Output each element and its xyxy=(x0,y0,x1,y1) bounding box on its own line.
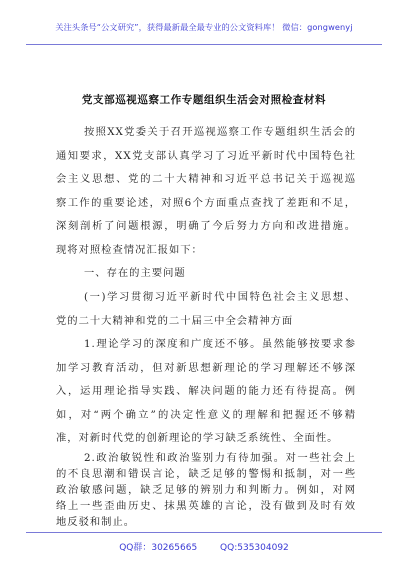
item1-line: 如，对“两个确立”的决定性意义的理解和把握还不够精 xyxy=(56,408,356,421)
intro-paragraph xyxy=(56,121,356,262)
intro-line: 察工作的重要论述，对照6个方面重点查找了差距和不足， xyxy=(56,196,356,209)
item2-line: 2.政治敏锐性和政治鉴别力有待加强。对一些社会上 xyxy=(84,452,356,464)
section-heading: 一、存在的主要问题 xyxy=(84,267,186,279)
section-heading-block xyxy=(56,262,356,286)
item1-line: 准，对新时代党的创新理论的学习缺乏系统性、全面性。 xyxy=(56,432,339,444)
item1-line: 加学习教育活动，但对新思想新理论的学习理解还不够深 xyxy=(56,361,356,374)
header-promo-text: 关注头条号“公文研究”，获得最新最全最专业的公文资料库！ 微信：gongwenyj xyxy=(55,22,353,32)
item1-paragraph xyxy=(56,333,356,451)
item2-line: 地反驳和制止。 xyxy=(56,516,136,528)
footer-divider xyxy=(26,532,382,533)
item1-line: 1.理论学习的深度和广度还不够。虽然能够按要求参 xyxy=(84,338,356,350)
intro-line: 现将对照检查情况汇报如下： xyxy=(56,243,203,256)
document-title: 党支部巡视巡察工作专题组织生活会对照检查材料 xyxy=(81,94,327,106)
intro-line: 通知要求，XX党支部认真学习了习近平新时代中国特色社 xyxy=(56,149,356,162)
intro-line: 按照XX党委关于召开巡视巡察工作专题组织生活会的 xyxy=(84,126,356,138)
item2-line: 的不良思潮和错误言论，缺乏足够的警惕和抵制，对一些 xyxy=(56,468,356,480)
intro-line: 深刻剖析了问题根源，明确了今后努力方向和改进措施。 xyxy=(56,220,356,232)
item2-line: 络上一些歪曲历史、抹黑英雄的言论，没有做到及时有效 xyxy=(56,500,356,512)
subsection-line: 党的二十大精神和党的二十届三中全会精神方面 xyxy=(56,314,294,327)
footer-contact xyxy=(0,540,408,553)
subsection-heading-block xyxy=(56,286,356,333)
header-divider xyxy=(26,44,382,45)
footer-qq-number: QQ:535304092 xyxy=(220,543,289,553)
subsection-line: (一)学习贯彻习近平新时代中国特色社会主义思想、 xyxy=(84,291,356,303)
intro-line: 会主义思想、党的二十大精神和习近平总书记关于巡视巡 xyxy=(56,173,356,185)
footer-qq-group: QQ群：30265665 xyxy=(119,543,198,553)
item2-line: 政治敏感问题，缺乏足够的辨别力和判断力。例如，对网 xyxy=(56,484,356,496)
item1-line: 入，运用理论指导实践、解决问题的能力还有待提高。例 xyxy=(56,385,356,397)
item2-paragraph xyxy=(56,450,356,530)
